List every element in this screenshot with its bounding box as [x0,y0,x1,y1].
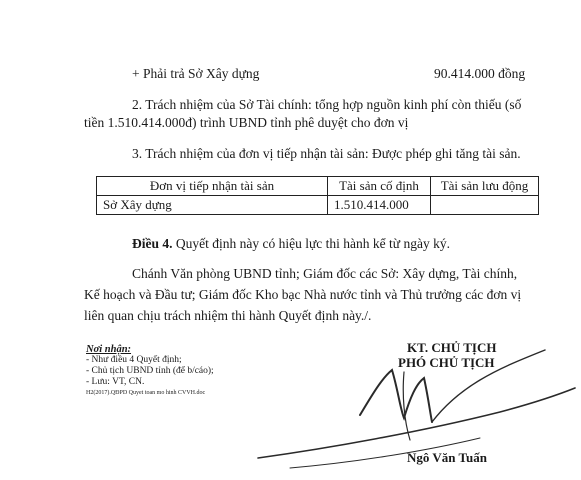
table-cell: Sở Xây dựng [97,196,328,215]
closing-line1: Chánh Văn phòng UBND tỉnh; Giám đốc các Sở: Xây dựng, Tài chính, [132,266,518,281]
asset-table-header: Tài sản lưu động [431,177,539,196]
article4-text: Quyết định này có hiệu lực thi hành kể từ ngày ký. [175,236,450,251]
item2-line1: 2. Trách nhiệm của Sở Tài chính: tổng hợp nguồn kinh phí còn thiếu (số [132,97,522,112]
recipients-title: Nơi nhận: [86,344,132,355]
signature-title-1: KT. CHỦ TỊCH [407,340,497,355]
closing-line3: liên quan chịu trách nhiệm thi hành Quyết định này./. [84,308,372,323]
closing-line2: Kế hoạch và Đầu tư; Giám đốc Kho bạc Nhà nước tỉnh và Thủ trưởng các đơn vị [84,287,522,302]
payable-label: + Phải trả Sở Xây dựng [132,66,260,81]
signer-name: Ngô Văn Tuấn [407,450,487,465]
recipient-item: - Lưu: VT, CN. [86,377,145,387]
table-cell: 1.510.414.000 [328,196,431,215]
asset-table-header: Đơn vị tiếp nhận tài sản [97,177,328,196]
file-reference: H2(2017).QĐPD Quyet toan mo hinh CVVH.doc [86,390,206,396]
recipient-item: - Chủ tịch UBND tỉnh (để b/cáo); [86,366,214,376]
item3-text: 3. Trách nhiệm của đơn vị tiếp nhận tài sản: Được phép ghi tăng tài sản. [132,146,521,161]
asset-table-header: Tài sản cố định [328,177,431,196]
signature-title-2: PHÓ CHỦ TỊCH [398,355,495,370]
recipient-item: - Như điều 4 Quyết định; [86,355,182,365]
item2-line2: tiền 1.510.414.000đ) trình UBND tỉnh phê duyệt cho đơn vị [84,115,409,130]
article4-heading: Điều 4. [132,236,173,251]
payable-amount: 90.414.000 đồng [434,66,526,81]
